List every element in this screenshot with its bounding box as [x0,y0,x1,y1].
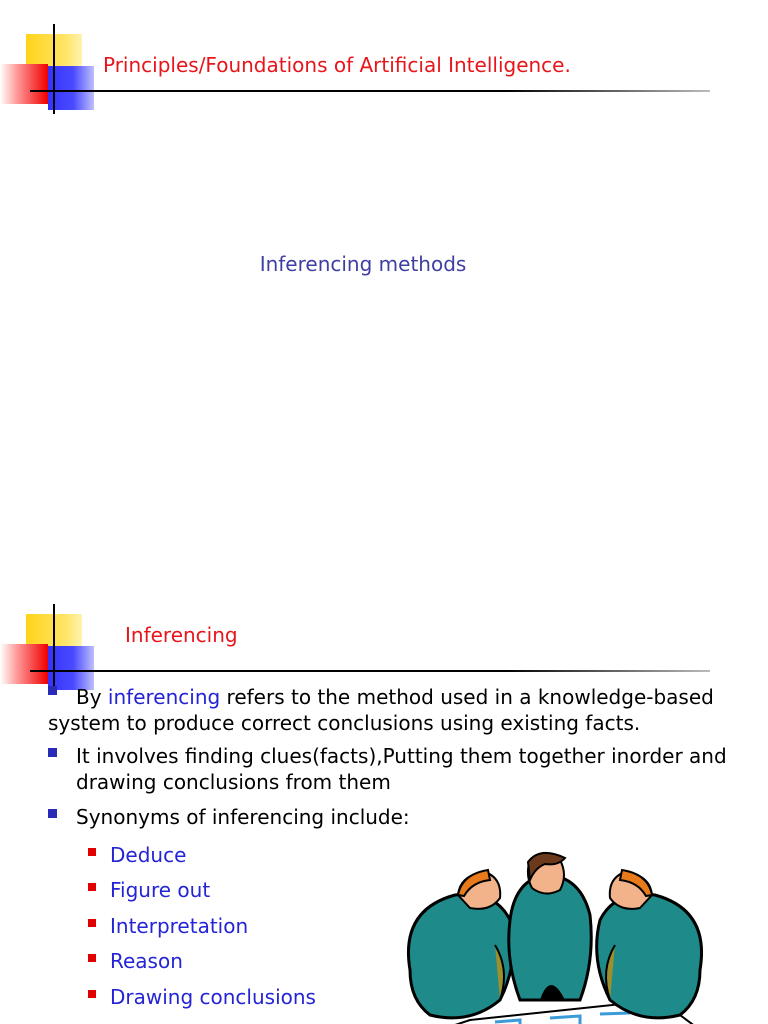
slide-subtitle: Inferencing methods [259,252,467,276]
bullet-text: Synonyms of inferencing include: [76,804,410,829]
synonym-item: Drawing conclusions [48,984,728,1010]
square-bullet-icon [48,748,57,757]
bullet-keyword: inferencing [107,685,221,709]
red-bullet-icon [88,848,96,856]
red-bullet-icon [88,883,96,891]
corner-decoration [0,580,110,700]
red-bullet-icon [88,919,96,927]
bullet-text: It involves finding clues(facts),Putting them together inorder and drawing conclusions from them [76,743,727,795]
slide-title: Principles/Foundations of Artificial Intelligence. [103,53,571,77]
vertical-rule [53,604,55,694]
bullet-involves [48,743,728,796]
square-bullet-icon [48,809,57,818]
slide-title: Inferencing [125,623,238,647]
bullet-synonyms [48,804,728,830]
synonym-item: Reason [48,948,728,974]
red-square [0,64,48,104]
red-bullet-icon [88,990,96,998]
people-at-table-clipart [400,850,710,1024]
red-square [0,644,48,684]
header-rule [30,90,710,92]
red-bullet-icon [88,954,96,962]
square-bullet-icon [48,686,57,695]
synonym-item: Deduce [48,842,728,868]
header-rule [30,670,710,672]
bullet-text-post: refers to the method used in a knowledge-based system to produce correct conclusions using existing facts. [48,685,714,736]
vertical-rule [53,24,55,114]
slide-2 [0,580,768,1024]
synonym-item: Interpretation [48,913,728,939]
corner-decoration [0,0,110,120]
synonym-item: Figure out [48,877,728,903]
bullet-definition [48,684,728,737]
bullet-text-pre: By [76,685,108,709]
